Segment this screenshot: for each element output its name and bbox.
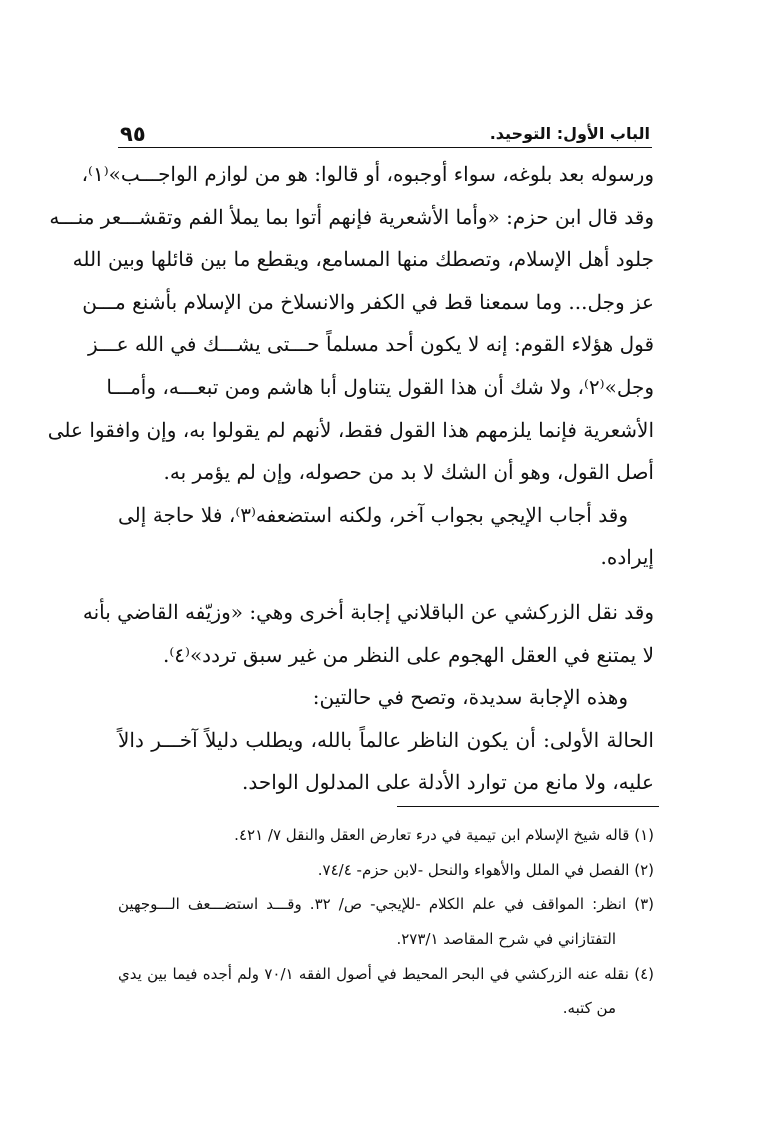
running-header	[120, 123, 650, 145]
footnote-line: (٢) الفصل في الملل والأهواء والنحل -لابن حزم- ٧٤/٤.	[317, 860, 654, 879]
body-line: وهذه الإجابة سديدة، وتصح في حالتين:	[312, 685, 628, 710]
body-line: وجل»⁽٢⁾، ولا شك أن هذا القول يتناول أبا هاشم ومن تبعـــه، وأمـــا	[106, 374, 654, 399]
body-line: عليه، ولا مانع من توارد الأدلة على المدلول الواحد.	[241, 770, 654, 795]
body-line: جلود أهل الإسلام، وتصطك منها المسامع، ويقطع ما بين قائلها وبين الله	[72, 247, 654, 272]
footnote-line: (٤) نقله عنه الزركشي في البحر المحيط في أصول الفقه ٧٠/١ ولم أجده فيما بين يدي	[118, 964, 654, 983]
page-number: ٩٥	[120, 122, 146, 146]
footnotes	[118, 818, 654, 1026]
footnote-line: (٣) انظر: المواقف في علم الكلام -للإيجي- ص/ ٣٢. وقـــد استضـــعف الـــوجهين	[118, 895, 654, 914]
body-line: أصل القول، وهو أن الشك لا بد من حصوله، وإن لم يؤمر به.	[163, 460, 654, 485]
footnote-separator	[397, 806, 659, 807]
body-line: عز وجل... وما سمعنا قط في الكفر والانسلاخ من الإسلام بأشنع مـــن	[82, 289, 654, 314]
body-line: وقد نقل الزركشي عن الباقلاني إجابة أخرى وهي: «وزيّفه القاضي بأنه	[82, 599, 654, 624]
body-line: الأشعرية فإنما يلزمهم هذا القول فقط، لأنهم لم يقولوا به، وإن وافقوا على	[47, 417, 654, 442]
body-line: قول هؤلاء القوم: إنه لا يكون أحد مسلماً حـــتى يشـــك في الله عـــز	[87, 332, 654, 357]
footnote-line: التفتازاني في شرح المقاصد ٢٧٣/١.	[396, 930, 616, 949]
body-line: الحالة الأولى: أن يكون الناظر عالماً بالله، ويطلب دليلاً آخـــر دالاً	[118, 727, 654, 752]
body-line: لا يمتنع في العقل الهجوم على النظر من غير سبق تردد»⁽٤⁾.	[163, 642, 654, 667]
body-line: إيراده.	[600, 545, 654, 570]
footnote-line: (١) قاله شيخ الإسلام ابن تيمية في درء تعارض العقل والنقل ٧/ ٤٢١.	[234, 826, 654, 844]
body-line: وقد قال ابن حزم: «وأما الأشعرية فإنهم أتوا بما يملأ الفم وتقشـــعر منـــه	[49, 204, 654, 229]
chapter-title: الباب الأول: التوحيد.	[489, 124, 650, 143]
footnote-line: من كتبه.	[562, 999, 616, 1018]
header-rule	[118, 147, 652, 148]
body-line: ورسوله بعد بلوغه، سواء أوجبوه، أو قالوا: هو من لوازم الواجـــب»⁽١⁾،	[81, 162, 654, 186]
body-text	[47, 153, 654, 804]
body-line: وقد أجاب الإيجي بجواب آخر، ولكنه استضعفه⁽٣⁾، فلا حاجة إلى	[118, 502, 628, 527]
